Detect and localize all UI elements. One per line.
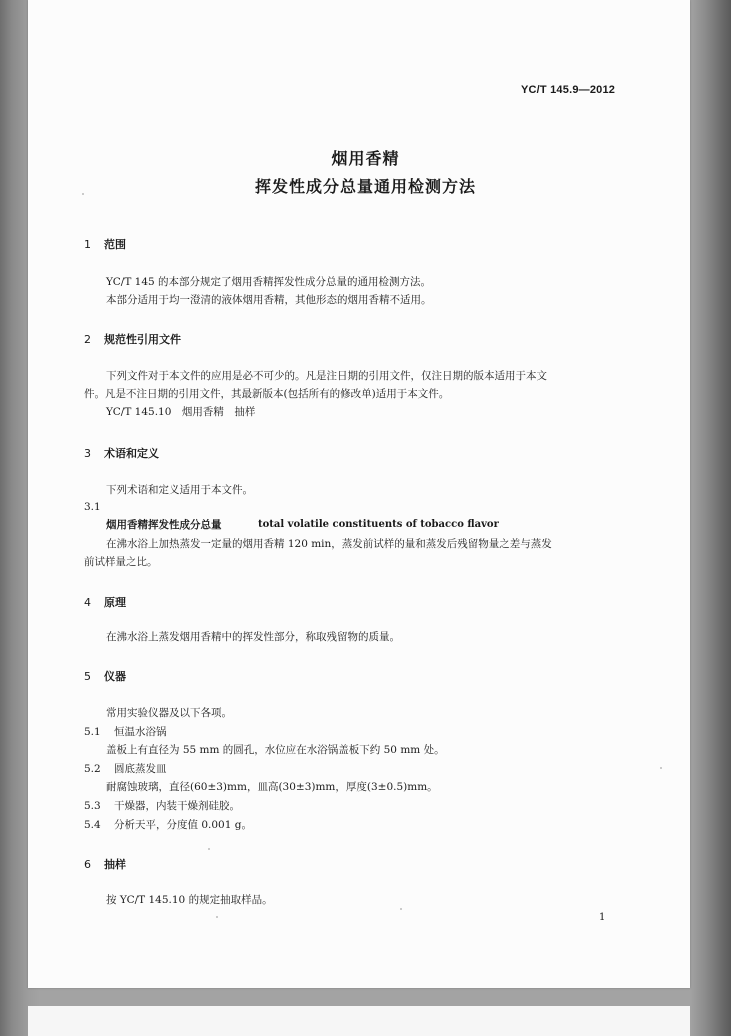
- title-line-1: 烟用香精: [331, 149, 400, 168]
- item-number: 5.4: [84, 819, 101, 831]
- term-english: total volatile constituents of tobacco flavor: [258, 519, 499, 530]
- term-chinese: 烟用香精挥发性成分总量: [106, 519, 222, 531]
- paragraph: 件。凡是不注日期的引用文件，其最新版本(包括所有的修改单)适用于本文件。: [84, 388, 450, 400]
- scan-speck: [208, 848, 210, 850]
- section-1-heading: [84, 236, 126, 252]
- normative-reference: YC/T 145.10 烟用香精 抽样: [106, 406, 256, 418]
- section-number: 4: [84, 596, 91, 609]
- paragraph: 下列文件对于本文件的应用是必不可少的。凡是注日期的引用文件，仅注日期的版本适用于本文: [106, 370, 547, 382]
- section-2-heading: [84, 331, 181, 347]
- paragraph: 本部分适用于均一澄清的液体烟用香精，其他形态的烟用香精不适用。: [106, 294, 432, 306]
- section-title: 规范性引用文件: [104, 333, 181, 346]
- item-text: 干燥器，内装干燥剂硅胶。: [114, 800, 240, 812]
- item-number: 5.2: [84, 763, 101, 775]
- scan-speck: [400, 908, 402, 910]
- section-4-heading: [84, 594, 126, 610]
- paragraph: 下列术语和定义适用于本文件。: [106, 484, 253, 496]
- paragraph: 按 YC/T 145.10 的规定抽取样品。: [106, 894, 273, 906]
- paragraph: YC/T 145 的本部分规定了烟用香精挥发性成分总量的通用检测方法。: [106, 276, 432, 288]
- item-text: 分析天平，分度值 0.001 g。: [114, 819, 252, 831]
- page-number: 1: [599, 912, 606, 923]
- section-title: 术语和定义: [104, 447, 159, 460]
- section-5-heading: [84, 668, 126, 684]
- section-title: 原理: [104, 596, 126, 609]
- section-number: 2: [84, 333, 91, 346]
- item-text: 盖板上有直径为 55 mm 的圆孔，水位应在水浴锅盖板下约 50 mm 处。: [106, 744, 445, 756]
- scan-speck: [660, 767, 662, 769]
- item-number: 5.3: [84, 800, 101, 812]
- item-number: 5.1: [84, 726, 101, 738]
- section-3-heading: [84, 445, 159, 461]
- standard-code: YC/T 145.9—2012: [521, 84, 616, 96]
- title-line-2: 挥发性成分总量通用检测方法: [254, 177, 476, 196]
- section-title: 抽样: [104, 858, 126, 871]
- paragraph: 常用实验仪器及以下各项。: [106, 707, 232, 719]
- next-page-edge: [28, 1006, 690, 1036]
- item-title: 圆底蒸发皿: [114, 763, 167, 775]
- section-number: 6: [84, 858, 91, 871]
- scan-speck: [216, 916, 218, 918]
- scan-speck: [82, 193, 84, 195]
- section-number: 5: [84, 670, 91, 683]
- paragraph: 在沸水浴上蒸发烟用香精中的挥发性部分，称取残留物的质量。: [106, 631, 400, 643]
- section-title: 仪器: [104, 670, 126, 683]
- subsection-number: 3.1: [84, 501, 101, 513]
- section-6-heading: [84, 856, 126, 872]
- item-text: 耐腐蚀玻璃，直径(60±3)mm，皿高(30±3)mm，厚度(3±0.5)mm。: [106, 781, 438, 793]
- definition: 在沸水浴上加热蒸发一定量的烟用香精 120 min，蒸发前试样的量和蒸发后残留物量之差与蒸发: [106, 538, 552, 550]
- section-number: 1: [84, 238, 91, 251]
- section-title: 范围: [104, 238, 126, 251]
- definition: 前试样量之比。: [84, 556, 158, 568]
- section-number: 3: [84, 447, 91, 460]
- item-title: 恒温水浴锅: [114, 726, 167, 738]
